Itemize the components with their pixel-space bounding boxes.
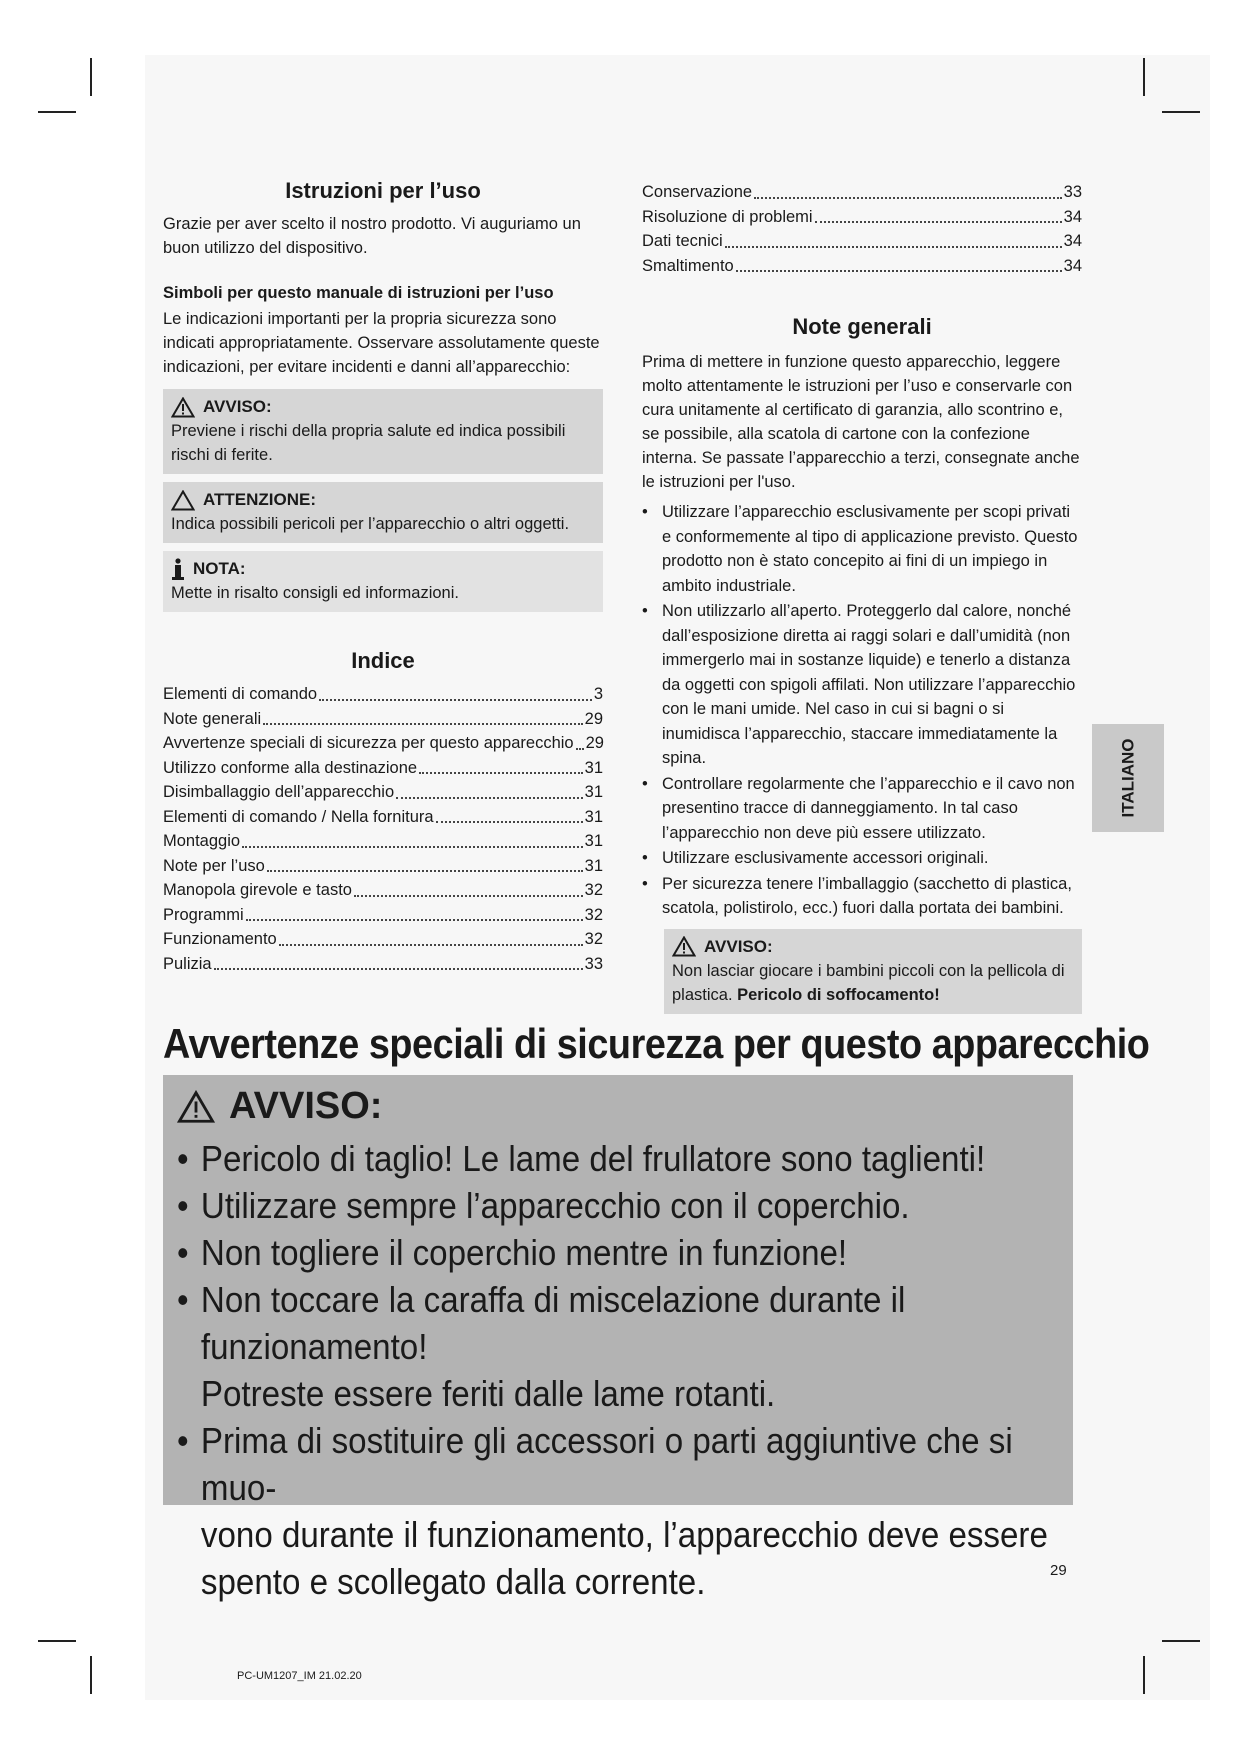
suffocation-warning-text: Non lasciar giocare i bambini piccoli con la pellicola di plastica. Pericolo di soffocamento! — [672, 961, 1065, 1004]
right-column — [642, 180, 1082, 1014]
warning-label: AVVISO: — [203, 397, 272, 416]
intro-text: Grazie per aver scelto il nostro prodotto. Vi auguriamo un buon utilizzo del dispositivo. — [163, 215, 581, 257]
list-item: • Per sicurezza tenere l’imballaggio (sacchetto di plastica, scatola, polistirolo, ecc.) fuori dalla portata dei bambini. — [642, 872, 1082, 921]
general-notes-title: Note generali — [792, 314, 932, 339]
crop-mark — [1143, 1656, 1145, 1694]
index-entry: Montaggio 31 — [163, 832, 603, 850]
footer-code: PC-UM1207_IM 21.02.20 — [237, 1670, 362, 1682]
safety-list — [177, 1135, 1077, 1605]
general-notes-text: Prima di mettere in funzione questo apparecchio, leggere molto attentamente le istruzioni per l’uso e conservarle con cura unitamente al certificato di garanzia, allo scontrino e, se possibile, alla scatola di cartone con la confezione interna. Se passate l’apparecchio a terzi, consegnate anche le istruzioni per l'uso. — [642, 353, 1080, 491]
crop-mark — [1162, 111, 1200, 113]
note-text: Mette in risalto consigli ed informazioni. — [171, 584, 459, 602]
index-entry: Dati tecnici 34 — [642, 232, 1082, 250]
suffocation-warning-head — [672, 935, 1074, 959]
index-entry: Avvertenze speciali di sicurezza per questo apparecchio 29 — [163, 734, 604, 752]
caution-box — [163, 482, 603, 543]
warning-triangle-icon — [171, 397, 195, 418]
note-box — [163, 551, 603, 612]
index-entry: Note per l’uso 31 — [163, 856, 603, 875]
index-entry: Disimballaggio dell’apparecchio 31 — [163, 783, 603, 801]
caution-label: ATTENZIONE: — [203, 490, 317, 509]
warning-triangle-icon — [177, 1090, 215, 1124]
suffocation-warning-label: AVVISO: — [704, 936, 773, 956]
index-list — [163, 682, 603, 976]
crop-mark — [38, 1640, 76, 1642]
note-box-head — [171, 557, 595, 581]
instructions-title: Istruzioni per l’uso — [285, 178, 481, 203]
safety-warning-head — [177, 1085, 382, 1128]
index-title: Indice — [351, 648, 415, 673]
safety-title: Avvertenze speciali di sicurezza per questo apparecchio — [163, 1020, 1150, 1067]
list-item: • Utilizzare esclusivamente accessori originali. — [642, 846, 1082, 871]
caution-triangle-icon — [171, 490, 195, 511]
left-column — [163, 178, 603, 976]
index-entry: Elementi di comando 3 — [163, 685, 603, 703]
language-tab — [1092, 724, 1164, 832]
crop-mark — [1143, 58, 1145, 96]
list-item: • Non togliere il coperchio mentre in funzione! — [177, 1229, 1084, 1276]
index-entry: Manopola girevole e tasto 32 — [163, 881, 603, 899]
warning-triangle-icon — [672, 936, 696, 957]
caution-box-head — [171, 488, 595, 512]
crop-mark — [90, 58, 92, 96]
list-item: • Utilizzare sempre l’apparecchio con il coperchio. — [177, 1182, 1084, 1229]
suffocation-warning-box — [664, 929, 1082, 1014]
crop-mark — [38, 111, 76, 113]
index-entry: Funzionamento 32 — [163, 930, 603, 948]
list-item: • Pericolo di taglio! Le lame del frullatore sono taglienti! — [177, 1135, 1084, 1182]
language-tab-label: ITALIANO — [1118, 738, 1138, 818]
index-entry: Elementi di comando / Nella fornitura 31 — [163, 807, 603, 826]
crop-mark — [1162, 1640, 1200, 1642]
list-item: • Utilizzare l’apparecchio esclusivamente per scopi privati e conformemente al tipo di applicazione previsto. Questo prodotto non è stato concepito ai fini di un impiego in ambito industriale. — [642, 500, 1082, 598]
list-item: • Non toccare la caraffa di miscelazione durante il funzionamento! Potreste essere feriti dalle lame rotanti. — [177, 1276, 1084, 1417]
index-entry: Programmi 32 — [163, 905, 603, 924]
index-entry: Risoluzione di problemi 34 — [642, 207, 1082, 226]
crop-mark — [90, 1656, 92, 1694]
warning-box — [163, 389, 603, 474]
general-notes-list — [642, 500, 1082, 921]
list-item: • Prima di sostituire gli accessori o parti aggiuntive che si muo- vono durante il funzionamento, l’apparecchio deve essere spento e scollegato dalla corrente. — [177, 1417, 1084, 1605]
index-list-continued — [642, 180, 1082, 278]
list-item: • Non utilizzarlo all’aperto. Proteggerlo dal calore, nonché dall’esposizione diretta ai raggi solari e dall’umidità (non immergerlo mai in sostanze liquide) e tenerlo a distanza da oggetti con spigoli affilati. Non utilizzare l’apparecchio con le mani umide. Nel caso in cui si bagni o si inumidisca l’apparecchio, staccare immediatamente la spina. — [642, 599, 1082, 771]
symbols-text: Le indicazioni importanti per la propria sicurezza sono indicati appropriatamente. Osservare assolutamente queste indicazioni, per evitare incidenti e danni all’apparecchio: — [163, 310, 600, 376]
index-entry: Pulizia 33 — [163, 954, 603, 973]
symbols-heading: Simboli per questo manuale di istruzioni per l’uso — [163, 284, 554, 302]
index-entry: Conservazione 33 — [642, 183, 1082, 201]
info-icon — [171, 558, 185, 580]
warning-text: Previene i rischi della propria salute ed indica possibili rischi di ferite. — [171, 422, 566, 464]
safety-warning-label: AVVISO: — [229, 1085, 383, 1127]
note-label: NOTA: — [193, 559, 246, 578]
caution-text: Indica possibili pericoli per l’apparecchio o altri oggetti. — [171, 515, 570, 533]
page-number: 29 — [1050, 1562, 1067, 1579]
index-entry: Utilizzo conforme alla destinazione 31 — [163, 758, 603, 777]
list-item: • Controllare regolarmente che l’apparecchio e il cavo non presentino tracce di danneggiamento. In tal caso l’apparecchio non deve più essere utilizzato. — [642, 772, 1082, 846]
warning-box-head — [171, 395, 595, 419]
index-entry: Smaltimento 34 — [642, 256, 1082, 275]
index-entry: Note generali 29 — [163, 709, 603, 728]
